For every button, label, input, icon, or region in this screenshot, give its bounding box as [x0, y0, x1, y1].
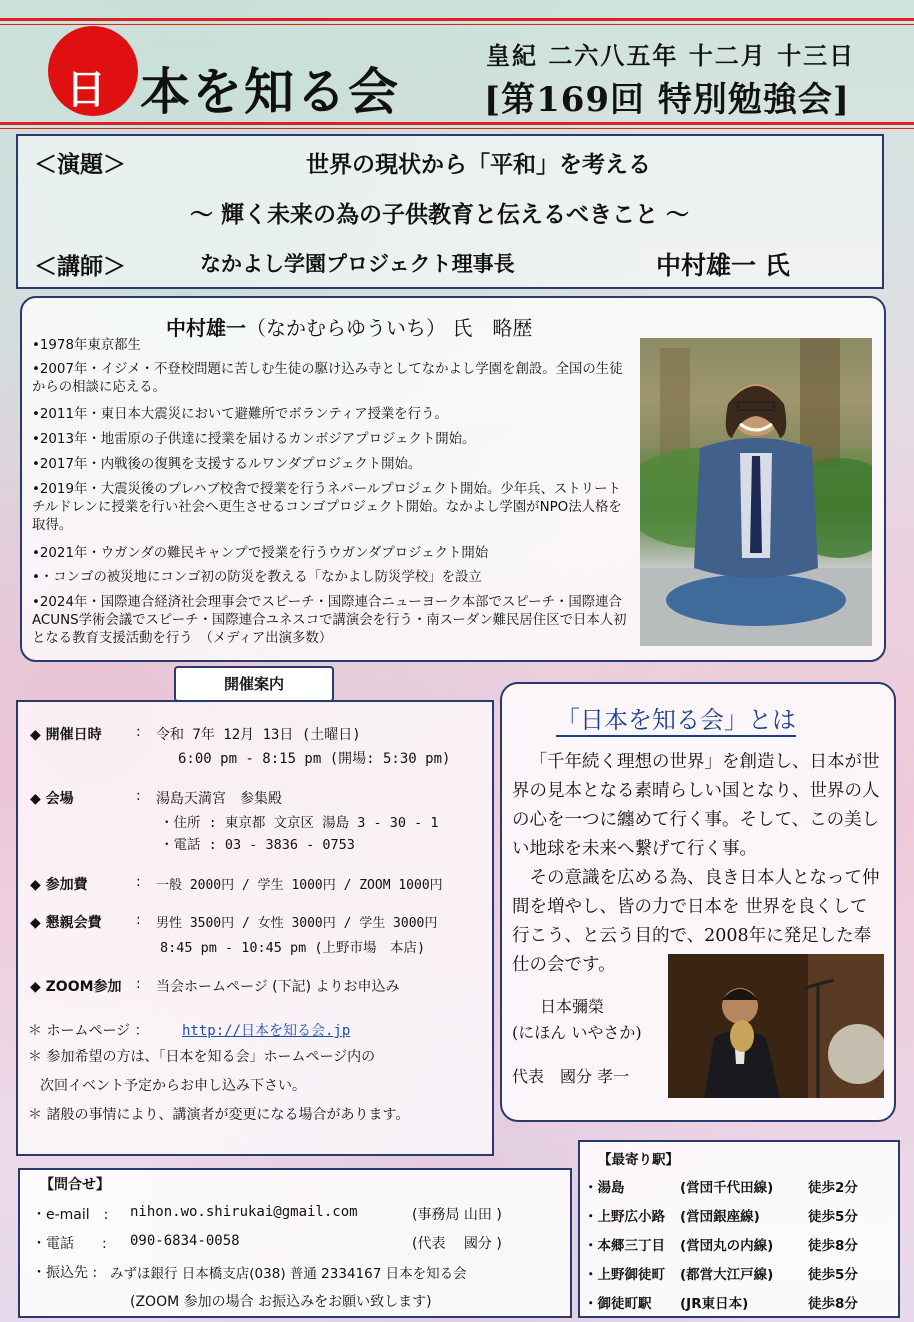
- bio-item: •2021年・ウガンダの難民キャンプで授業を行うウガンダプロジェクト開始: [32, 546, 489, 561]
- topic-label: ＜演題＞: [34, 152, 126, 178]
- fee-colon: :: [136, 874, 141, 890]
- about-title: 「日本を知る会」とは: [556, 700, 796, 737]
- contact-email[interactable]: nihon.wo.shirukai@gmail.com: [130, 1204, 358, 1220]
- station-line: (JR東日本): [680, 1296, 749, 1312]
- station-name: ・本郷三丁目: [584, 1238, 665, 1254]
- homepage-link[interactable]: http://日本を知る会.jp: [182, 1023, 351, 1039]
- bio-item: •1978年東京都生: [32, 338, 141, 353]
- party-label: ◆ 懇親会費: [30, 915, 102, 931]
- phone-label: ・電話 :: [32, 1236, 107, 1252]
- profile-reading: （なかむらゆういち）: [246, 316, 446, 340]
- stations-title: 【最寄り駅】: [598, 1152, 679, 1168]
- phone-note: (代表 國分 ): [412, 1236, 502, 1252]
- header-rule-top: [0, 18, 914, 21]
- venue-phone: ・電話 : 03 - 3836 - 0753: [160, 837, 355, 853]
- about-paragraph-2: その意識を広める為、良き日本人となって仲間を増やし、皆の力で日本を 世界を良くして行こう、と云う目的で、2008年に発足した奉仕の会です。: [512, 868, 880, 975]
- station-walk: 徒歩5分: [808, 1267, 858, 1283]
- org-reading: (にほん いやさか): [512, 1023, 642, 1042]
- station-line: (営団丸の内線): [680, 1238, 774, 1254]
- bio-item: •2024年・国際連合経済社会理事会でスピーチ・国際連合ニューヨーク本部でスピーチ・国際連合ACUNS学術会議でスピーチ・国際連合ユネスコで講演会を行う・南スーダン難民居住区で日本人初となる教育支援活動を行う （メディア出演多数）: [32, 595, 627, 646]
- station-line: (営団銀座線): [680, 1209, 760, 1225]
- station-walk: 徒歩8分: [808, 1238, 858, 1254]
- fee-value: 一般 2000円 / 学生 1000円 / ZOOM 1000円: [156, 878, 443, 893]
- zoom-colon: :: [136, 976, 141, 992]
- contact-title: 【問合せ】: [40, 1177, 110, 1193]
- header-rule-bottom-thin: [0, 128, 914, 129]
- bank-note: (ZOOM 参加の場合 お振込みをお願い致します): [130, 1294, 432, 1310]
- zoom-label: ◆ ZOOM参加: [30, 979, 122, 995]
- datetime-time: 6:00 pm - 8:15 pm (開場: 5:30 pm): [178, 751, 451, 767]
- venue-colon: :: [136, 788, 141, 804]
- party-value: 男性 3500円 / 女性 3000円 / 学生 3000円: [156, 916, 438, 931]
- venue-label: ◆ 会場: [30, 791, 74, 807]
- speaker-name: 中村雄一 氏: [656, 251, 790, 280]
- profile-name: 中村雄一: [166, 316, 246, 340]
- org-name: 日本彌榮: [540, 997, 605, 1016]
- email-label: ・e-mail :: [32, 1207, 109, 1223]
- logo-char: 日: [66, 66, 106, 113]
- homepage-label: ＊ ホームページ ：: [28, 1023, 149, 1039]
- datetime-label: ◆ 開催日時: [30, 727, 102, 743]
- bank-label: ・振込先 :: [32, 1265, 98, 1281]
- topic-subtitle: 〜 輝く未来の為の子供教育と伝えるべきこと 〜: [190, 202, 690, 228]
- event-date: 皇紀 二六八五年 十二月 十三日: [486, 41, 856, 70]
- email-note: (事務局 山田 ): [412, 1207, 502, 1223]
- speaker-org: なかよし学園プロジェクト理事長: [200, 252, 515, 276]
- party-time: 8:45 pm - 10:45 pm (上野市場 本店): [160, 940, 426, 956]
- station-name: ・湯島: [584, 1180, 625, 1196]
- brand-title: 本を知る会: [140, 62, 400, 121]
- topic-title: 世界の現状から「平和」を考える: [306, 152, 651, 178]
- bio-item: •・コンゴの被災地にコンゴ初の防災を教える「なかよし防災学校」を設立: [32, 570, 482, 585]
- header-rule-bottom: [0, 122, 914, 125]
- station-walk: 徒歩8分: [808, 1296, 858, 1312]
- speaker-photo: [640, 338, 872, 646]
- note-register-cont: 次回イベント予定からお申し込み下さい。: [40, 1078, 306, 1094]
- station-name: ・上野御徒町: [584, 1267, 665, 1283]
- venue-address: ・住所 : 東京都 文京区 湯島 3 - 30 - 1: [160, 815, 439, 831]
- speaker-photo-illustration: [640, 338, 872, 646]
- about-paragraph-1: 「千年続く理想の世界」を創造し、日本が世界の見本となる素晴らしい国となり、世界の人の心を一つに纏めて行く事。そして、この美しい地球を未来へ繋げて行く事。: [512, 752, 880, 859]
- datetime-colon: :: [136, 724, 141, 740]
- representative: 代表 國分 孝一: [512, 1067, 630, 1086]
- session-title: [第169回 特別勉強会]: [484, 80, 850, 120]
- party-colon: :: [136, 912, 141, 928]
- about-text: [512, 748, 884, 980]
- header-rule-top-thin: [0, 24, 914, 25]
- speaker-label: ＜講師＞: [34, 254, 126, 280]
- profile-suffix: 氏 略歴: [452, 316, 533, 340]
- station-walk: 徒歩2分: [808, 1180, 858, 1196]
- representative-photo: [668, 954, 884, 1098]
- station-line: (営団千代田線): [680, 1180, 774, 1196]
- note-register: ＊ 参加希望の方は、「日本を知る会」ホームページ内の: [28, 1049, 376, 1065]
- station-name: ・御徒町駅: [584, 1296, 652, 1312]
- fee-label: ◆ 参加費: [30, 877, 88, 893]
- representative-photo-illustration: [668, 954, 884, 1098]
- bio-item: •2007年・イジメ・不登校問題に苦しむ生徒の駆け込み寺としてなかよし学園を創設。全国の生徒からの相談に応える。: [32, 362, 623, 395]
- bio-item: •2017年・内戦後の復興を支援するルワンダプロジェクト開始。: [32, 457, 422, 472]
- bio-item: •2019年・大震災後のプレハブ校舎で授業を行うネパールプロジェクト開始。少年兵、ストリートチルドレンに授業を行い社会へ更生させるコンゴプロジェクト開始。なかよし学園がNPO法人格を取得。: [32, 482, 622, 533]
- station-line: (都営大江戸線): [680, 1267, 774, 1283]
- zoom-value: 当会ホームページ (下記) よりお申込み: [156, 979, 400, 995]
- note-speaker-change: ＊ 諸般の事情により、講演者が変更になる場合があります。: [28, 1107, 410, 1123]
- bio-item: •2013年・地雷原の子供達に授業を届けるカンボジアプロジェクト開始。: [32, 432, 476, 447]
- station-name: ・上野広小路: [584, 1209, 665, 1225]
- bio-item: •2011年・東日本大震災において避難所でボランティア授業を行う。: [32, 407, 448, 422]
- bank-details: みずほ銀行 日本橋支店(038) 普通 2334167 日本を知る会: [110, 1266, 467, 1282]
- contact-phone: 090-6834-0058: [130, 1233, 240, 1249]
- venue-value: 湯島天満宮 参集殿: [156, 791, 282, 807]
- event-info-tab: 開催案内: [174, 666, 334, 702]
- datetime-value: 令和 7年 12月 13日 (土曜日): [156, 727, 361, 743]
- station-walk: 徒歩5分: [808, 1209, 858, 1225]
